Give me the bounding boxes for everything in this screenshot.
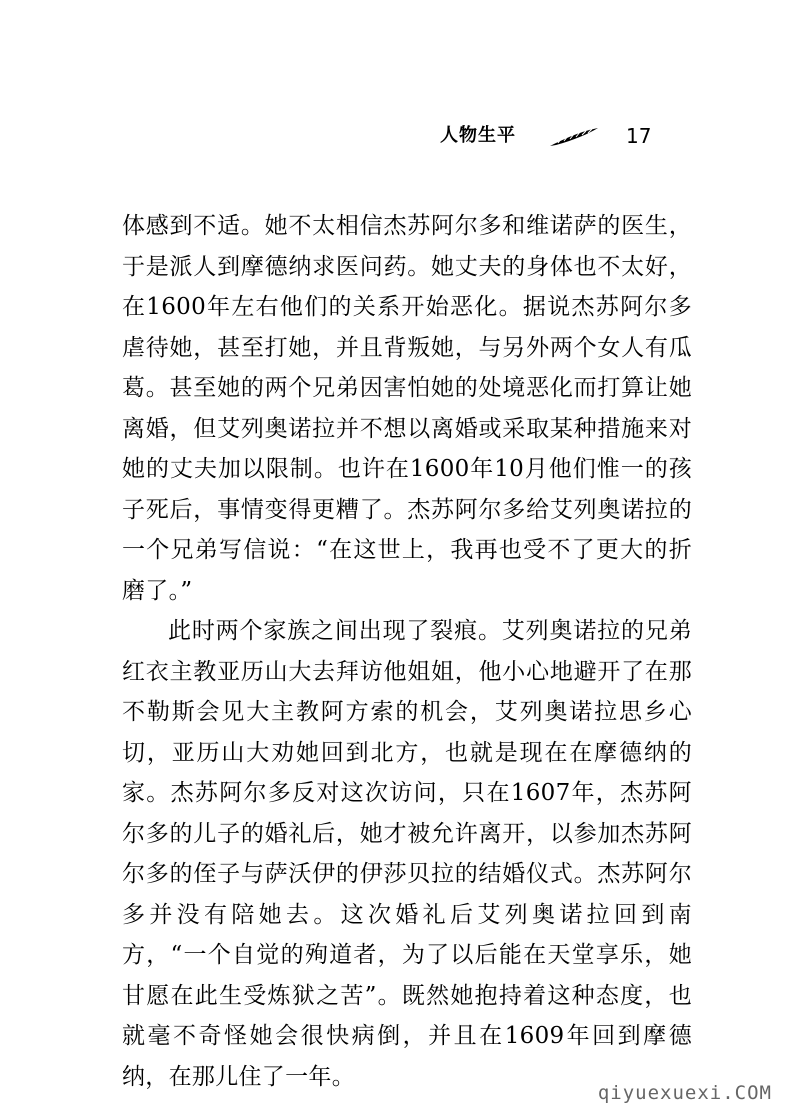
watermark: qiyuexuexi.COM	[597, 1082, 772, 1104]
running-header	[440, 122, 680, 154]
feather-quill-icon	[548, 126, 600, 148]
body-text	[122, 206, 692, 1097]
paragraph: 此时两个家族之间出现了裂痕。艾列奥诺拉的兄弟红衣主教亚历山大去拜访他姐姐，他小心地避开了在那不勒斯会见大主教阿方索的机会，艾列奥诺拉思乡心切，亚历山大劝她回到北方，也就是现在在摩德纳的家。杰苏阿尔多反对这次访问，只在1607年，杰苏阿尔多的儿子的婚礼后，她才被允许离开，以参加杰苏阿尔多的侄子与萨沃伊的伊莎贝拉的结婚仪式。杰苏阿尔多并没有陪她去。这次婚礼后艾列奥诺拉回到南方，“一个自觉的殉道者，为了以后能在天堂享乐，她甘愿在此生受炼狱之苦”。既然她抱持着这种态度，也就毫不奇怪她会很快病倒，并且在1609年回到摩德纳，在那儿住了一年。	[122, 618, 692, 1090]
page-number: 17	[626, 124, 652, 148]
chapter-title: 人物生平	[440, 125, 516, 146]
paragraph: 体感到不适。她不太相信杰苏阿尔多和维诺萨的医生，于是派人到摩德纳求医问药。她丈夫的身体也不太好，在1600年左右他们的关系开始恶化。据说杰苏阿尔多虐待她，甚至打她，并且背叛她，与另外两个女人有瓜葛。甚至她的两个兄弟因害怕她的处境恶化而打算让她离婚，但艾列奥诺拉并不想以离婚或采取某种措施来对她的丈夫加以限制。也许在1600年10月他们惟一的孩子死后，事情变得更糟了。杰苏阿尔多给艾列奥诺拉的一个兄弟写信说：“在这世上，我再也受不了更大的折磨了。”	[122, 213, 692, 604]
